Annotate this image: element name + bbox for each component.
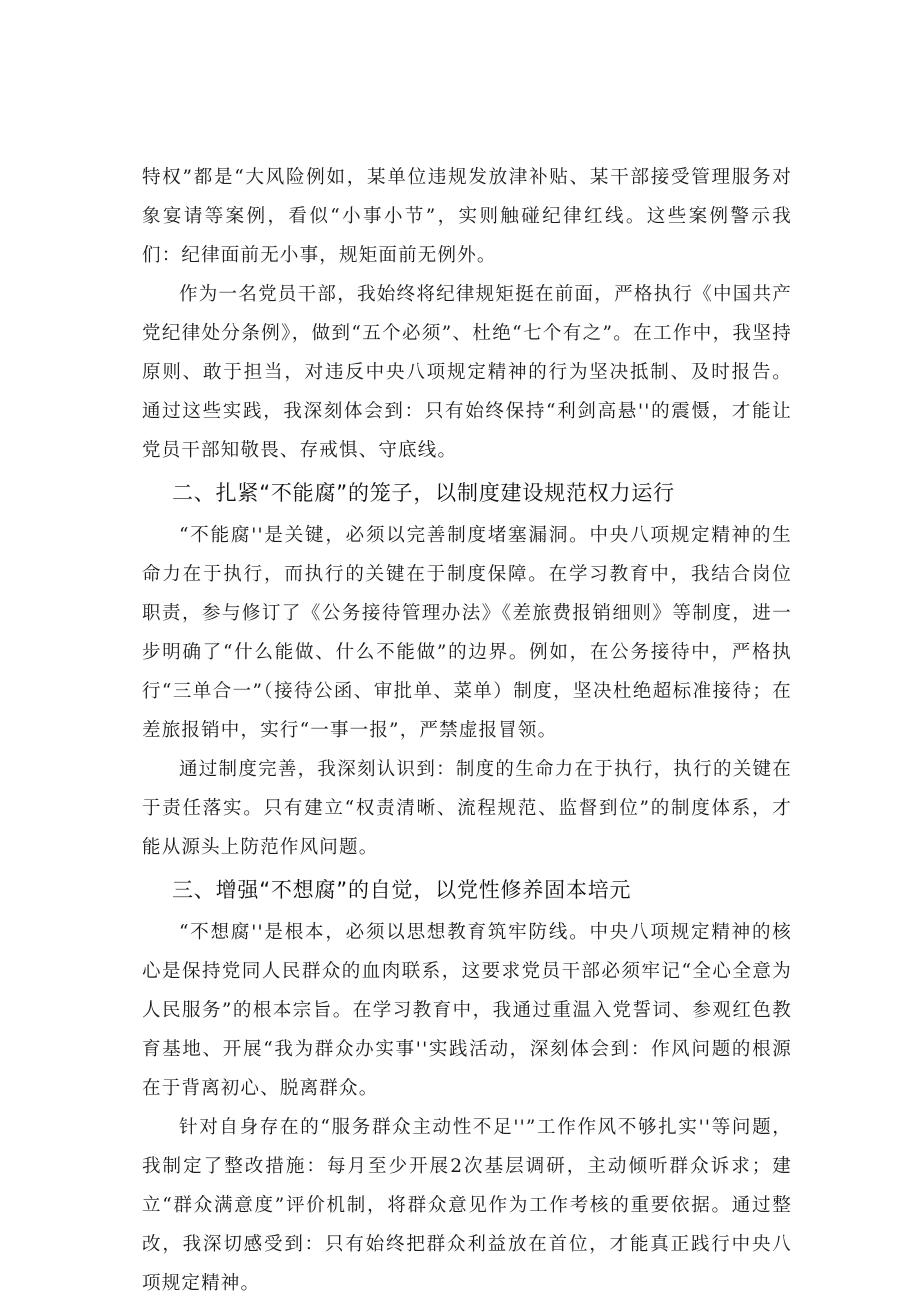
section-heading-2: 二、扎紧“不能腐”的笼子，以制度建设规范权力运行	[172, 481, 675, 505]
document-body	[142, 158, 792, 1303]
body-paragraph-continued: 特权”都是“大风险例如，某单位违规发放津补贴、某干部接受管理服务对象宴请等案例，看似“小事小节”，实则触碰纪律红线。这些案例警示我们：纪律面前无小事，规矩面前无例外。	[142, 167, 792, 266]
body-paragraph: 针对自身存在的“服务群众主动性不足''”工作作风不够扎实''等问题，我制定了整改措施：每月至少开展2次基层调研，主动倾听群众诉求；建立“群众满意度”评价机制，将群众意见作为工作考核的重要依据。通过整改，我深切感受到：只有始终把群众利益放在首位，才能真正践行中央八项规定精神。	[142, 1117, 792, 1294]
body-paragraph: 通过制度完善，我深刻认识到：制度的生命力在于执行，执行的关键在于责任落实。只有建立“权责清晰、流程规范、监督到位”的制度体系，才能从源头上防范作风问题。	[142, 759, 792, 858]
body-paragraph: “不能腐''是关键，必须以完善制度堵塞漏洞。中央八项规定精神的生命力在于执行，而执行的关键在于制度保障。在学习教育中，我结合岗位职责，参与修订了《公务接待管理办法》《差旅费报销细则》等制度，进一步明确了“什么能做、什么不能做”的边界。例如，在公务接待中，严格执行“三单合一”（接待公函、审批单、菜单）制度，坚决杜绝超标准接待；在差旅报销中，实行“一事一报”，严禁虚报冒领。	[142, 525, 792, 741]
body-paragraph: “不想腐''是根本，必须以思想教育筑牢防线。中央八项规定精神的核心是保持党同人民群众的血肉联系，这要求党员干部必须牢记“全心全意为人民服务”的根本宗旨。在学习教育中，我通过重温入党誓词、参观红色教育基地、开展“我为群众办实事''实践活动，深刻体会到：作风问题的根源在于背离初心、脱离群众。	[142, 922, 792, 1099]
body-paragraph: 作为一名党员干部，我始终将纪律规矩挺在前面，严格执行《中国共产党纪律处分条例》，做到“五个必须”、杜绝“七个有之”。在工作中，我坚持原则、敢于担当，对违反中央八项规定精神的行为坚决抵制、及时报告。通过这些实践，我深刻体会到：只有始终保持“利剑高悬''的震慑，才能让党员干部知敬畏、存戒惧、守底线。	[142, 284, 792, 461]
section-heading-3: 三、增强“不想腐”的自觉，以党性修养固本培元	[172, 878, 632, 902]
